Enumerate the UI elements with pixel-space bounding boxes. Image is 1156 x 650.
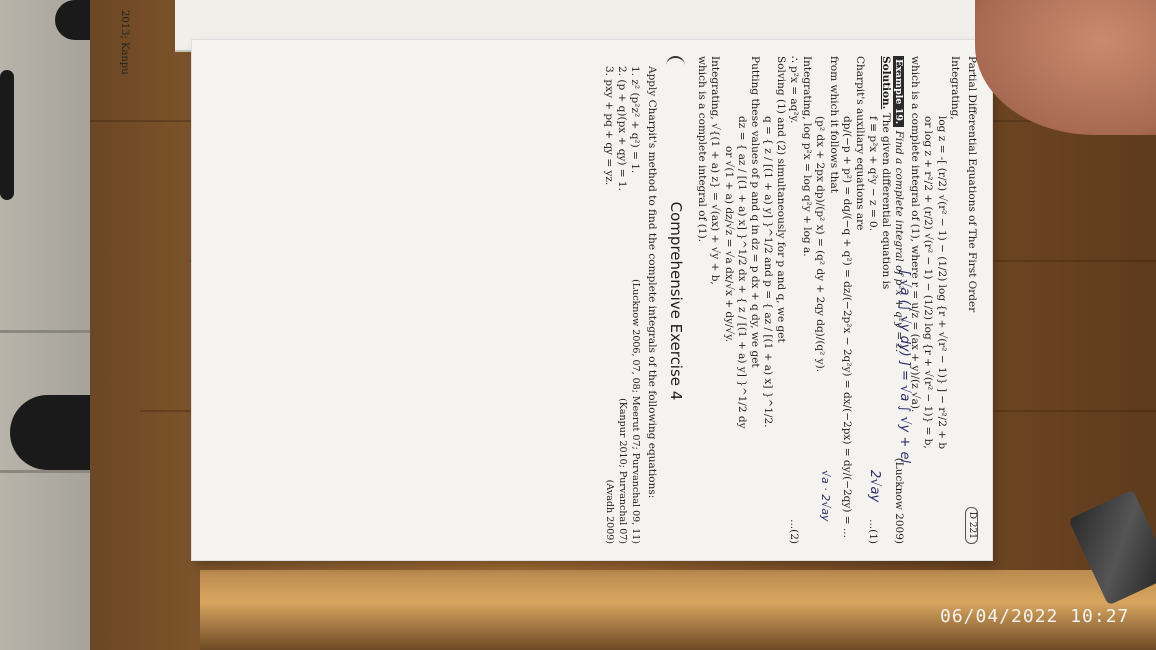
- handwritten-note: 2√ay: [867, 470, 882, 503]
- page-header-title: Partial Differential Equations of The First Order: [966, 56, 978, 313]
- equation-text: ∴ p²x = aq²y.: [788, 56, 801, 124]
- text-line: Putting these values of p and q in dz = p dx + q dy, we get: [748, 56, 761, 368]
- exercise-equation: pxy + pq + qy = yz.: [603, 79, 616, 186]
- exercise-source: (Avadh 2009): [604, 479, 616, 544]
- photo-timestamp: 06/04/2022 10:27: [940, 606, 1130, 627]
- exercise-number: 3.: [603, 66, 616, 77]
- exercise-item: [615, 66, 628, 544]
- equation-line: log z = -[ (r/2) √(r² − 1) − (1/2) log {r + √(r² − 1)} ] − r²/2 + b: [935, 116, 948, 450]
- equation-tag: ...(2): [788, 519, 801, 544]
- text-line: Integrating, log p²x = log q²y + log a.: [801, 56, 814, 257]
- handwritten-note: √a · 2√ay: [819, 470, 832, 522]
- equation-line: (p² dx + 2px dp)/(p² x) = (q² dy + 2qy dq)/(q² y).: [814, 116, 827, 373]
- side-label: 2013; Kanpu: [119, 10, 130, 75]
- solution-text: The given differential equation is: [880, 112, 893, 290]
- equation-line: q = { z / [(1 + a) y] }^1/2 and p = { az / [(1 + a) x] }^1/2.: [762, 116, 774, 428]
- exercise-title: Comprehensive Exercise 4: [667, 56, 686, 544]
- text-line: from which it follows that: [827, 56, 840, 193]
- exercise-intro: Apply Charpit's method to find the complete integrals of the following equations:: [646, 66, 659, 499]
- exercise-number: 2.: [616, 66, 629, 77]
- exercise-item: [628, 66, 641, 544]
- equation-line: or log z + r²/2 + (r/2) √(r² − 1) − (1/2) log {r + √(r² − 1)} = b,: [922, 116, 935, 449]
- exercise-number: 1.: [629, 66, 642, 77]
- equation-line: [787, 56, 800, 544]
- text-line: Charpit's auxiliary equations are: [853, 56, 866, 231]
- example-tag: Example 19.: [893, 56, 904, 127]
- equation-line: dp/(−p + p²) = dq/(−q + q²) = dz/(−2p²x − 2q²y) = dx/(−2px) = dy/(−2qy) = ...: [840, 116, 853, 538]
- text-line: Integrating, √{(1 + a) z} = √(ax) + √y + b,: [709, 56, 722, 285]
- exercise-source: (Kanpur 2010; Purvanchal 07): [617, 398, 629, 544]
- exercise-item: [602, 66, 615, 544]
- solution-tag: Solution.: [880, 56, 893, 110]
- equation-tag: ...(1): [867, 519, 879, 544]
- exercise-source: (Lucknow 2006, 07, 08; Meerut 07; Purvanchal 09, 11): [630, 279, 642, 544]
- book-page: [192, 40, 992, 560]
- example-source: (Lucknow 2009): [893, 457, 906, 544]
- text-line: Solving (1) and (2) simultaneously for p and q, we get: [775, 56, 788, 343]
- equation-line: or √(1 + a) dz/√z = √a dx/√x + dy/√y.: [722, 146, 735, 343]
- solution-equation: f ≡ p²x + q²y − z = 0.: [867, 116, 879, 232]
- text-line: Integrating,: [948, 56, 961, 120]
- shoe: [0, 70, 14, 200]
- text-line: which is a complete integral of (1).: [696, 56, 709, 243]
- page-number: D 221: [965, 507, 978, 544]
- page-header: [965, 56, 978, 544]
- example-text: Find a complete integral of p²x + q²y = z.: [893, 130, 906, 353]
- exercise-equation: z² (p²z² + q²) = 1.: [629, 79, 642, 174]
- text-line: which is a complete integral of (1), where r = u/z = (ax + y)/(z √a).: [909, 56, 922, 413]
- handwritten-note: [ √a (∫ √y dy) ] = √a ∫ √y + el: [897, 270, 912, 464]
- equation-line: dz = { az / [(1 + a) x] }^1/2 dx + { z / [(1 + a) y] }^1/2 dy: [735, 116, 748, 429]
- exercise-equation: (p + q)(px + qy) = 1.: [616, 79, 629, 191]
